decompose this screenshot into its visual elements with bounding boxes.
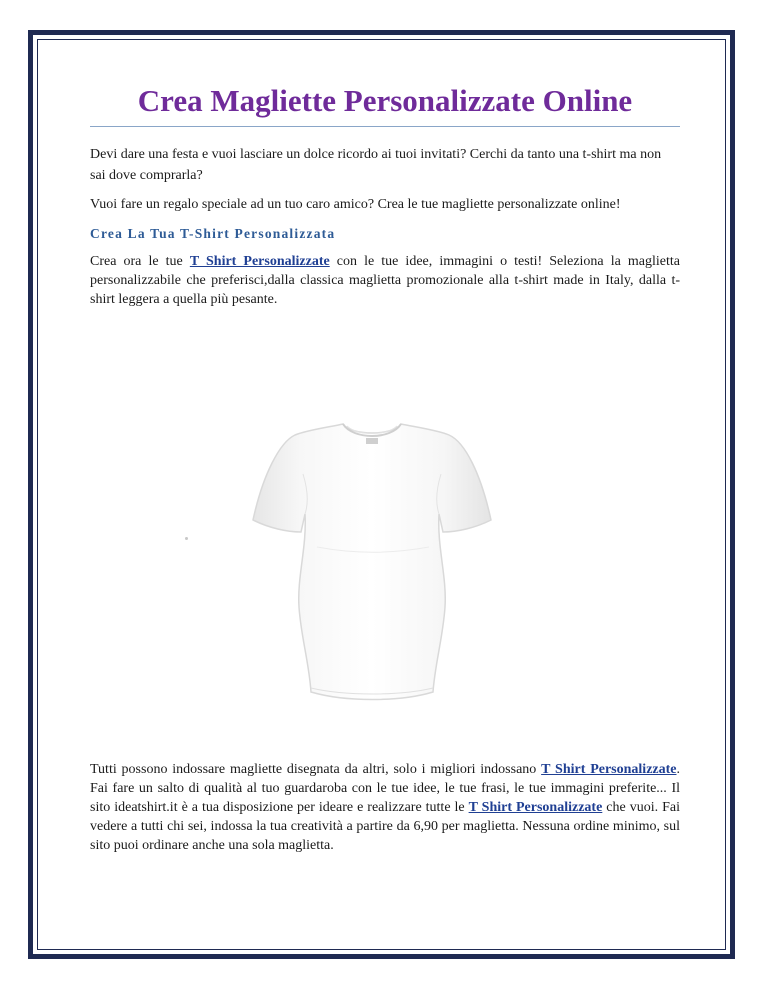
tshirt-personalizzate-link-3[interactable]: T Shirt Personalizzate <box>468 800 603 815</box>
paragraph-create-text-start: Crea ora le tue <box>90 254 190 269</box>
tshirt-illustration <box>225 402 515 712</box>
image-speck <box>185 537 188 540</box>
document-title: Crea Magliette Personalizzate Online <box>137 83 633 118</box>
paragraph-intro: Devi dare una festa e vuoi lasciare un dolce ricordo ai tuoi invitati? Cerchi da tanto una t-shirt ma non sai dove comprarla? <box>90 147 662 183</box>
document-body <box>90 82 680 853</box>
paragraph-closing <box>90 760 680 855</box>
paragraph-closing-text-start: Tutti possono indossare magliette disegnata da altri, solo i migliori indossano <box>90 762 542 777</box>
section-heading: Crea La Tua T-Shirt Personalizzata <box>90 226 336 241</box>
title-divider <box>90 126 680 127</box>
paragraph-closing-text-end: che vuoi. Fai vedere a tutti chi sei, indossa la tua creatività a partire da 6,90 per maglietta. Nessuna ordine minimo, sul sito puoi ordinare anche una sola maglietta. <box>90 800 680 853</box>
white-tshirt-image <box>225 402 515 712</box>
tshirt-personalizzate-link-2[interactable]: T Shirt Personalizzate <box>541 762 677 777</box>
tshirt-personalizzate-link[interactable]: T Shirt Personalizzate <box>189 254 330 269</box>
paragraph-gift: Vuoi fare un regalo speciale ad un tuo caro amico? Crea le tue magliette personalizzate online! <box>90 197 621 212</box>
paragraph-create <box>90 252 680 309</box>
paragraph-create-text-end: con le tue idee, immagini o testi! Seleziona la maglietta personalizzabile che preferisci,dalla classica maglietta promozionale alla t-shirt made in Italy, dalla t-shirt leggera a quella più pesante. <box>90 254 680 307</box>
paragraph-closing-text-middle: . Fai fare un salto di qualità al tuo guardaroba con le tue idee, le tue frasi, le tue immagini preferite... Il sito ideatshirt.it è a tua disposizione per ideare e realizzare tutte le <box>90 762 680 815</box>
label-tag-icon <box>366 438 378 444</box>
